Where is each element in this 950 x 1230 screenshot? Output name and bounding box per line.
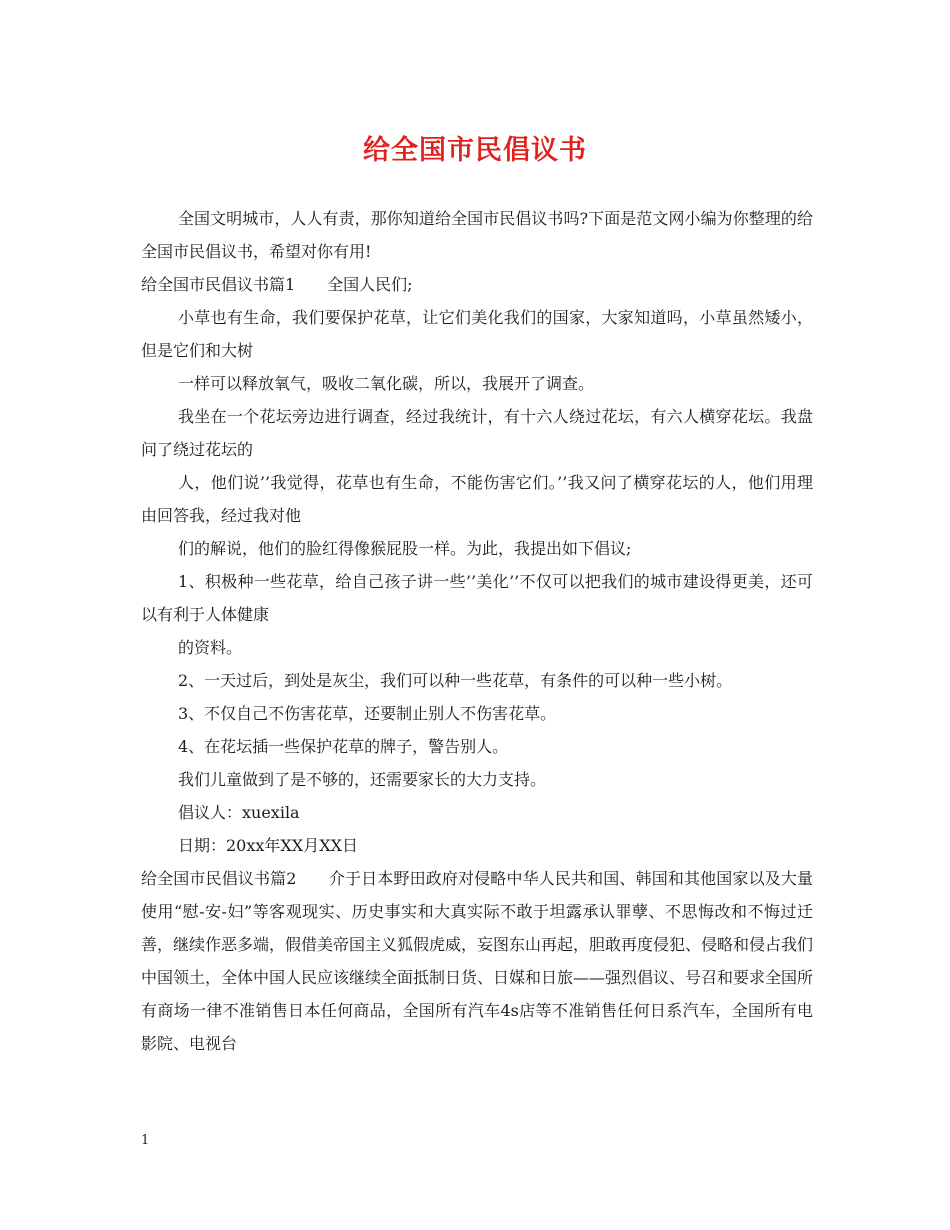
document-body	[141, 202, 813, 1060]
paragraph-intro: 全国文明城市，人人有责，那你知道给全国市民倡议书吗?下面是范文网小编为你整理的给全国市民倡议书，希望对你有用!	[141, 209, 813, 261]
document-title: 给全国市民倡议书	[363, 135, 587, 166]
list-item-1: 1、积极种一些花草，给自己孩子讲一些’’美化’’不仅可以把我们的城市建设得更美，还可以有利于人体健康	[141, 572, 813, 624]
list-item-4: 4、在花坛插一些保护花草的牌子，警告别人。	[178, 737, 509, 756]
paragraph: 小草也有生命，我们要保护花草，让它们美化我们的国家，大家知道吗，小草虽然矮小，但是它们和大树	[141, 308, 813, 360]
paragraph: 的资料。	[178, 638, 243, 657]
paragraph: 们的解说，他们的脸红得像猴屁股一样。为此，我提出如下倡议;	[178, 539, 632, 558]
list-item-3: 3、不仅自己不伤害花草，还要制止别人不伤害花草。	[178, 704, 557, 723]
paragraph: 人，他们说’’我觉得，花草也有生命，不能伤害它们。’’我又问了横穿花坛的人，他们用理由回答我，经过我对他	[141, 473, 813, 525]
paragraph: 我们儿童做到了是不够的，还需要家长的大力支持。	[178, 770, 547, 789]
signatory: 倡议人：xuexila	[178, 803, 300, 822]
paragraph: 我坐在一个花坛旁边进行调查，经过我统计，有十六人绕过花坛，有六人横穿花坛。我盘问了绕过花坛的	[141, 407, 813, 459]
section-heading-1: 给全国市民倡议书篇1 全国人民们;	[141, 275, 413, 294]
date-line: 日期：20xx年XX月XX日	[178, 836, 358, 855]
list-item-2: 2、一天过后，到处是灰尘，我们可以种一些花草，有条件的可以种一些小树。	[178, 671, 733, 690]
section-heading-2: 给全国市民倡议书篇2 介于日本野田政府对侵略中华人民共和国、韩国和其他国家以及大量使用“慰-安-妇”等客观现实、历史事实和大真实际不敢于坦露承认罪孽、不思悔改和不悔过迁善，继续作恶多端，假借美帝国主义狐假虎威，妄图东山再起，胆敢再度侵犯、侵略和侵占我们中国领土，全体中国人民应该继续全面抵制日货、日媒和日旅——强烈倡议、号召和要求全国所有商场一律不准销售日本任何商品，全国所有汽车4s店等不准销售任何日系汽车，全国所有电影院、电视台	[141, 869, 814, 1053]
page-number: 1	[141, 1133, 150, 1148]
paragraph: 一样可以释放氧气，吸收二氧化碳，所以，我展开了调查。	[178, 374, 595, 393]
